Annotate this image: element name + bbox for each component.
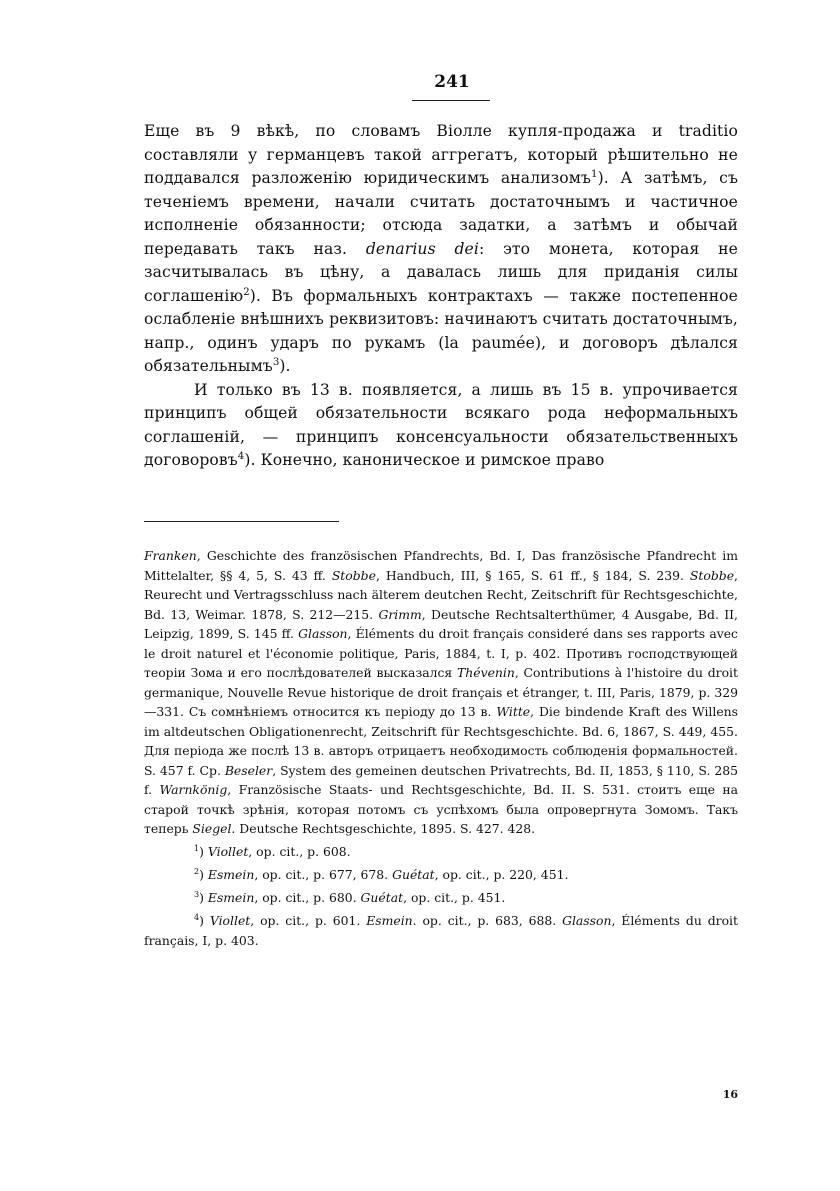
page-number: 241 xyxy=(434,72,470,92)
author-name: Warnkönig xyxy=(159,782,228,797)
footnote-text: , Die bindende Kraft des Willens im altdeutschen Obligationenrecht, Zeitschrift für Rechtsgeschichte. Bd. 6, 1867, S. 449, 455. Для періода же послѣ 13 в. авторъ отрицаетъ необходимость соблюденія формальностей. S. 457 f. Cp. xyxy=(144,704,739,778)
author-name: Viollet xyxy=(207,844,249,860)
author-name: Stobbe xyxy=(689,567,735,583)
footnote-text: , op. cit., p. 680. xyxy=(254,890,361,906)
printer-signature: 16 xyxy=(722,1088,738,1101)
footnote-text: , op. cit., p. 220, 451. xyxy=(434,867,569,883)
footnote-mark: 3 xyxy=(194,890,200,900)
author-name: Glasson xyxy=(562,913,612,929)
author-name: Viollet xyxy=(209,913,251,929)
paragraph-1-text: : это монета, которая не засчитывалась въ цѣну, а давалась лишь для приданія силы соглашенію xyxy=(144,239,738,305)
footnote-text: , System des gemeinen deutschen Privatrechts, Bd. II, 1853, § 110, S. 285 f. xyxy=(144,762,738,797)
author-name: Stobbe xyxy=(331,567,376,583)
footnote-rule xyxy=(144,521,339,522)
author-name: Guétat xyxy=(392,867,435,883)
footnote-text: , Geschichte des französischen Pfandrechts, Bd. I, Das französische Pfandrecht im Mittelalter, §§ 4, 5, S. 43 ff. xyxy=(144,548,738,583)
footnote-text: , Handbuch, III, § 165, S. 61 ff., § 184, S. 239. xyxy=(375,567,690,583)
footnote-text: , op. cit., p. 608. xyxy=(248,844,351,860)
footnote-1: $^1$) Viollet, op. cit., p. 608. xyxy=(194,843,351,860)
author-name: Grimm xyxy=(378,606,422,622)
paragraph-2-text: И только въ 13 в. появляется, а лишь въ 15 в. упрочивается принципъ общей обязательности всякаго рода неформальныхъ соглашеній, — принципъ консенсуальности обязательственныхъ договоровъ xyxy=(144,380,738,469)
footnote-text: , op. cit., p. 601. xyxy=(250,913,367,929)
author-name: Guétat xyxy=(360,890,404,906)
footnote-text: , Französische Staats- und Rechtsgeschichte, Bd. II. S. 531. стоитъ еще на старой точкѣ зрѣнія, которая потомъ съ успѣхомъ была опровергнута Зомомъ. Такъ теперь xyxy=(144,782,738,836)
author-name: Beseler xyxy=(224,762,273,778)
footnote-mark: 1 xyxy=(194,843,200,853)
footnote-ref-3: 3 xyxy=(272,356,280,368)
author-name: Esmein xyxy=(207,890,255,906)
author-name: Glasson xyxy=(298,626,348,641)
footnote-text: . Deutsche Rechtsgeschichte, 1895. S. 427. 428. xyxy=(231,821,536,836)
main-text xyxy=(144,120,738,473)
author-name: Witte xyxy=(496,704,531,719)
paragraph-2 xyxy=(144,379,738,473)
author-name: Thévenin xyxy=(457,665,515,680)
footnote-ref-1: 1 xyxy=(591,168,598,180)
footnote-continuation xyxy=(144,546,738,839)
footnotes xyxy=(144,546,738,950)
footnote-4: $^4$) Viollet, op. cit., p. 601. Esmein. op. cit., p. 683, 688. Glasson, Éléments du droit français, I, p. 403. xyxy=(144,913,738,948)
footnote-ref-2: 2 xyxy=(243,286,250,298)
author-name: Franken xyxy=(144,548,197,563)
paragraph-1-text: Еще въ 9 вѣкѣ, по словамъ Віолле купля-продажа и traditio составляли у германцевъ такой аггрегатъ, который рѣшительно не поддавался разложенію юридическимъ анализомъ xyxy=(144,122,738,187)
paragraph-1-text: ). Въ формальныхъ контрактахъ — также постепенное ослабленіе внѣшнихъ реквизитовъ: начинаютъ считать достаточнымъ, напр., одинъ ударъ по рукамъ (la paumée), и договоръ дѣлался обязательнымъ xyxy=(144,286,738,375)
footnote-mark: 2 xyxy=(194,867,200,877)
paragraph-1 xyxy=(144,120,738,379)
footnote-text: . op. cit., p. 683, 688. xyxy=(412,913,563,929)
paragraph-1-text: ). А затѣмъ, съ теченіемъ времени, начали считать достаточнымъ и частичное исполненіе обязанности; отсюда задатки, а затѣмъ и обычай передавать такъ наз. xyxy=(144,169,738,258)
footnote-text: , Éléments du droit français, I, p. 403. xyxy=(144,913,738,948)
author-name: Esmein xyxy=(366,913,413,929)
footnote-text: , op. cit., p. 677, 678. xyxy=(254,867,393,883)
footnote-text: , Contributions à l'histoire du droit germanique, Nouvelle Revue historique de droit français et étranger, t. III, Paris, 1879, p. 329—331. Съ сомнѣніемъ относится къ періоду до 13 в. xyxy=(144,665,738,719)
footnote-text: , Deutsche Rechtsalterthümer, 4 Ausgabe, Bd. II, Leipzig, 1899, S. 145 ff. xyxy=(144,606,738,641)
footnote-text: , Reurecht und Vertragsschluss nach älterem deutchen Recht, Zeitschrift für Rechtsgeschichte, Bd. 13, Weimar. 1878, S. 212—215. xyxy=(144,567,738,622)
footnote-3: $^3$) Esmein, op. cit., p. 680. Guétat, op. cit., p. 451. xyxy=(194,890,506,906)
footnote-text: , op. cit., p. 451. xyxy=(403,890,506,906)
footnote-ref-4: 4 xyxy=(237,450,245,462)
page-number-rule xyxy=(412,100,490,101)
footnote-mark: 4 xyxy=(194,913,200,923)
author-name: Esmein xyxy=(207,867,255,883)
footnote-2: $^2$) Esmein, op. cit., p. 677, 678. Guétat, op. cit., p. 220, 451. xyxy=(194,867,569,883)
paragraph-1-text: ). xyxy=(279,357,291,375)
term-denarius-dei: denarius dei xyxy=(365,239,479,258)
footnote-text: , Éléments du droit français consideré dans ses rapports avec le droit naturel et l'économie politique, Paris, 1884, t. I, p. 402. Противъ господствующей теоріи Зома и его послѣдователей высказался xyxy=(144,626,738,680)
paragraph-2-text: ). Конечно, каноническое и римское право xyxy=(244,451,605,469)
author-name: Siegel xyxy=(192,821,232,836)
